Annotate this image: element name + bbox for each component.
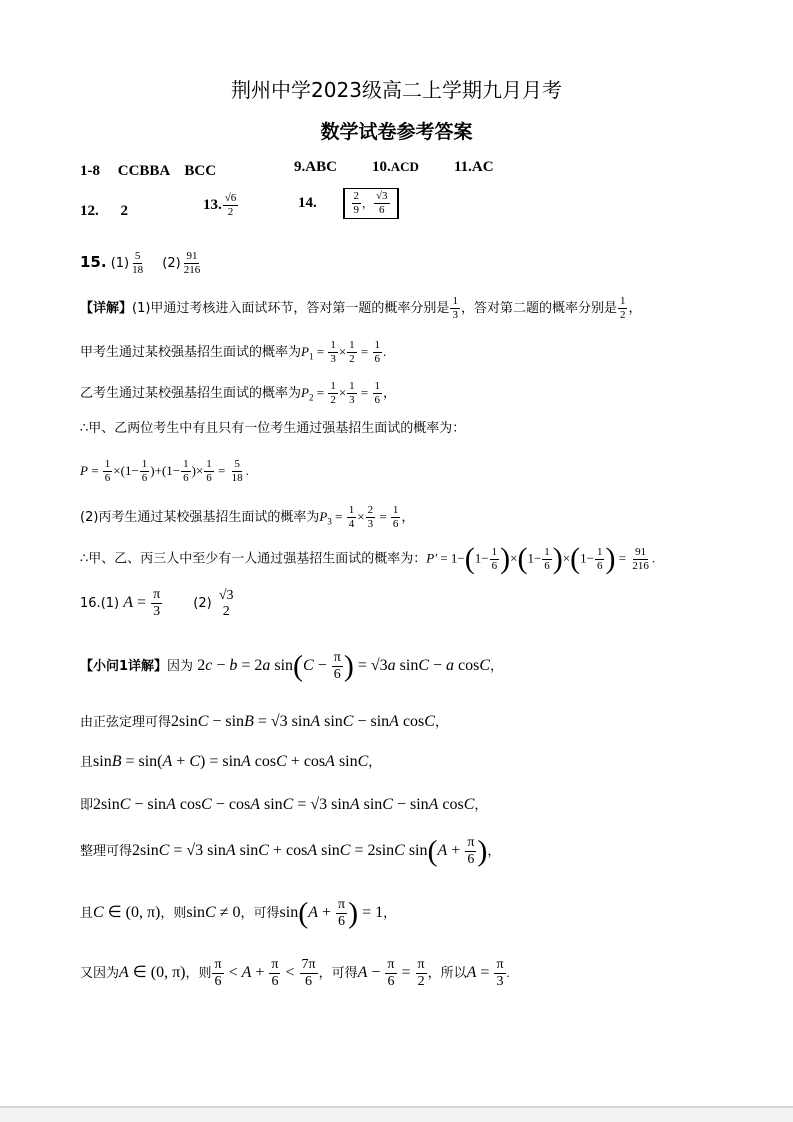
answer-12 (80, 203, 128, 220)
q12-number: 12. (80, 203, 99, 219)
q14-right-numerator: √3 (376, 190, 388, 202)
q15-line3-text: 乙考生通过某校强基招生面试的概率为 (80, 386, 302, 401)
q16-l3-text: 且 (80, 755, 94, 770)
q14-separator: ， (362, 197, 373, 210)
q12-answer: 2 (120, 203, 128, 219)
q16-l4-text: 即 (80, 798, 94, 813)
q16-part1-label: (1) (100, 596, 120, 611)
q15-line2-text: 甲考生通过某校强基招生面试的概率为 (80, 345, 302, 360)
interval-bracket (343, 188, 399, 219)
q16-l6-text-a: 且 (80, 906, 94, 921)
q16-l2-text: 由正弦定理可得 (80, 715, 172, 730)
q16-detail-line5: 整理可得2sinC = √3 sinA sinC + cosA sinC = 2sinC sin(A + $\frac{\pi}{6}$ )， (80, 834, 501, 868)
q16-answer-line: 16.(1) A = $\frac{\pi}{3}$ (2) √3 2 (80, 587, 234, 619)
q15-p2-den: 216 (183, 264, 201, 276)
q16-l7-text-c: ，可得 (318, 966, 358, 981)
q15-p2-num: 91 (186, 250, 198, 262)
q15-part1-label: (1) (110, 256, 130, 271)
q16-detail-line7: 又因为A ∈ (0, π)，则 $\frac{\pi}{6}$ < A + $\frac{\pi}{6}$ < $\frac{7\pi}{6}$ ，可得A − $\frac{\pi}{6}$ = $\frac{\pi}{2}$ ，所以A = $\frac{\pi}{3}$ . (80, 957, 510, 989)
q15-line1-text-b: ，答对第二题的概率分别是 (460, 301, 617, 316)
q15-line7-text: ∴甲、乙、丙三人中至少有一人通过强基招生面试的概率为： (80, 551, 427, 567)
q15-detail-line3: 乙考生通过某校强基招生面试的概率为$P_2$ = $\frac{1}{2}$ × $\frac{1}{3}$ = $\frac{1}{6}$ ， (80, 380, 397, 406)
q13-numerator: √6 (224, 192, 237, 204)
q15-p1-den: 18 (132, 264, 144, 276)
q15-p1-num: 5 (134, 250, 141, 262)
q10-answer: ACD (390, 159, 419, 174)
q16-l1-text: 因为 (167, 659, 194, 674)
detail-tag: 【详解】 (80, 301, 133, 316)
q14-left-numerator: 2 (353, 190, 359, 202)
q13-denominator: 2 (227, 206, 234, 218)
q16-l5-text: 整理可得 (80, 844, 133, 859)
detail-tag-16: 【小问1详解】 (80, 659, 168, 674)
answer-9: 9.ABC (294, 159, 337, 175)
q13-number: 13. (203, 196, 222, 213)
q14-right-denominator: 6 (379, 204, 385, 216)
answer-11: 11.AC (454, 159, 494, 175)
q16-detail-line4: 即2sinC − sinA cosC − cosA sinC = √3 sinA sinC − sinA cosC， (80, 796, 488, 813)
answer-14 (298, 188, 399, 219)
q16-detail-line3: 且sinB = sin(A + C) = sinA cosC + cosA sinC， (80, 753, 382, 770)
page-bottom-strip (0, 1108, 793, 1122)
q16-detail-line6: 且C ∈ (0, π)，则sinC ≠ 0，可得sin(A + $\frac{\pi}{6}$ ) = 1， (80, 896, 397, 930)
q15-detail-line5: P = $\frac{1}{6}$ ×(1− $\frac{1}{6}$ )+(1− $\frac{1}{6}$ )× $\frac{1}{6}$ = $\frac{5}{18}$ . (80, 458, 249, 484)
q16-l6-text-c: ，可得 (240, 906, 280, 921)
q14-number: 14. (298, 194, 317, 211)
q16-part2-label: (2) (193, 596, 212, 611)
q15-line6-text: (2)丙考生通过某校强基招生面试的概率为 (80, 510, 320, 525)
q15-number: 15. (80, 253, 107, 271)
q16-detail-line1: 【小问1详解】因为 2c − b = 2a sin(C − $\frac{\pi}{6}$ ) = √3a sinC − a cosC， (80, 649, 504, 683)
answer-13 (203, 193, 239, 218)
q15-line1-end: ， (628, 301, 642, 316)
q16-l7-text-a: 又因为 (80, 966, 120, 981)
q-range-label: 1-8 (80, 163, 100, 179)
q15-detail-line1: 【详解】(1)甲通过考核进入面试环节，答对第一题的概率分别是 $\frac{1}{3}$ ，答对第二题的概率分别是 $\frac{1}{2}$ ， (80, 295, 642, 321)
q15-answer-line (80, 251, 203, 276)
q15-detail-line4: ∴甲、乙两位考生中有且只有一位考生通过强基招生面试的概率为： (80, 421, 466, 436)
q16-l7-text-b: ，则 (185, 966, 212, 981)
q15-detail-line2: 甲考生通过某校强基招生面试的概率为$P_1$ = $\frac{1}{3}$ × $\frac{1}{2}$ = $\frac{1}{6}$ . (80, 339, 387, 365)
q16-l6-text-b: ，则 (160, 906, 187, 921)
q16-number: 16. (80, 596, 101, 611)
q16-detail-line2: 由正弦定理可得2sinC − sinB = √3 sinA sinC − sinA cosC， (80, 713, 448, 730)
q16-l7-text-d: ，所以 (427, 966, 467, 981)
q15-part2-label: (2) (162, 256, 181, 271)
page-subtitle: 数学试卷参考答案 (320, 121, 473, 143)
q15-line1-text-a: (1)甲通过考核进入面试环节，答对第一题的概率分别是 (132, 301, 450, 316)
answer-row-1-8 (80, 159, 216, 180)
answer-10 (372, 159, 419, 176)
q10-number: 10. (372, 159, 391, 175)
q15-detail-line6: (2)丙考生通过某校强基招生面试的概率为$P_3$ = $\frac{1}{4}$ × $\frac{2}{3}$ = $\frac{1}{6}$ ， (80, 504, 415, 530)
q-range-answers: CCBBA BCC (117, 163, 217, 179)
q14-left-denominator: 9 (353, 204, 359, 216)
page-title: 荆州中学2023级高二上学期九月月考 (231, 78, 562, 102)
q15-detail-line7: ∴甲、乙、丙三人中至少有一人通过强基招生面试的概率为：P′ = 1−(1− $\frac{1}{6}$ )×(1− $\frac{1}{6}$ )×(1− $\frac{1}{6}$ ) = $\frac{91}{216}$ . (80, 542, 656, 575)
